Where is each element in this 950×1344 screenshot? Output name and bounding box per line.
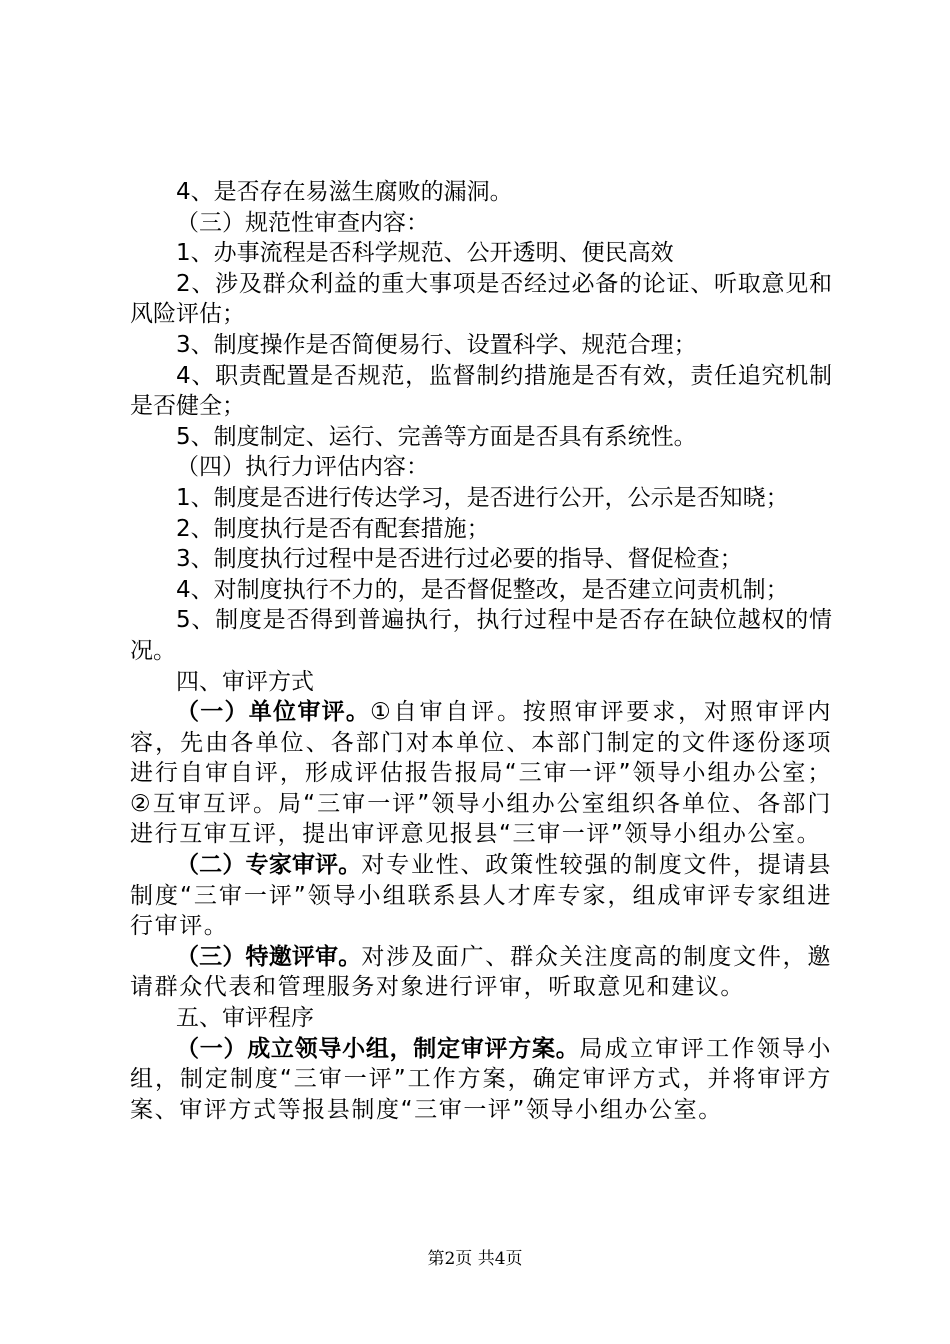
subsection-unit-review-heading: （一）单位审评。 (176, 699, 371, 726)
paragraph-3: 1、办事流程是否科学规范、公开透明、便民高效 (176, 240, 674, 267)
page-number-footer: 第2页 共4页 (427, 1249, 523, 1269)
paragraph-11: 3、制度执行过程中是否进行过必要的指导、督促检查； (176, 546, 743, 573)
subsection-invited-review-body: 对涉及面广、群众关注度高的制度文件，邀请群众代表和管理服务对象进行评审，听取意见和建议。 (130, 943, 833, 1001)
paragraph-10: 2、制度执行是否有配套措施； (176, 515, 490, 542)
subsection-expert-review-body: 对专业性、政策性较强的制度文件，提请县制度“三审一评”领导小组联系县人才库专家，组成审评专家组进行审评。 (130, 852, 833, 940)
section-heading-5: 五、审评程序 (176, 1005, 314, 1032)
subsection-expert-review (130, 850, 832, 942)
subsection-leading-group-body: 局成立审评工作领导小组，制定制度“三审一评”工作方案，确定审评方式，并将审评方案、审评方式等报县制度“三审一评”领导小组办公室。 (130, 1035, 833, 1123)
paragraph-8: （四）执行力评估内容： (176, 454, 429, 481)
subsection-invited-review (130, 942, 832, 1003)
paragraph-12: 4、对制度执行不力的，是否督促整改，是否建立问责机制； (176, 576, 789, 603)
subsection-invited-review-heading: （三）特邀评审。 (176, 943, 362, 970)
paragraph-4: 2、涉及群众利益的重大事项是否经过必备的论证、听取意见和风险评估； (130, 270, 832, 328)
subsection-unit-review (130, 697, 832, 850)
paragraph-13: 5、制度是否得到普遍执行，执行过程中是否存在缺位越权的情况。 (130, 607, 832, 664)
document-body (130, 177, 832, 1125)
subsection-leading-group-heading: （一）成立领导小组，制定审评方案。 (176, 1035, 580, 1062)
paragraph-5: 3、制度操作是否简便易行、设置科学、规范合理； (176, 331, 697, 358)
paragraph-7: 5、制度制定、运行、完善等方面是否具有系统性。 (176, 423, 697, 450)
paragraph-2: （三）规范性审查内容： (176, 209, 429, 236)
paragraph-9: 1、制度是否进行传达学习，是否进行公开，公示是否知晓； (176, 484, 789, 511)
subsection-leading-group (130, 1034, 832, 1126)
subsection-unit-review-body: ①自审自评。按照审评要求，对照审评内容，先由各单位、各部门对本单位、本部门制定的文件逐份逐项进行自审自评，形成评估报告报局“三审一评”领导小组办公室；②互审互评。局“三审一评”领导小组办公室组织各单位、各部门进行互审互评，提出审评意见报县“三审一评”领导小组办公室。 (130, 699, 833, 848)
section-heading-4: 四、审评方式 (176, 668, 314, 695)
paragraph-1: 4、是否存在易滋生腐败的漏洞。 (176, 179, 513, 205)
paragraph-6: 4、职责配置是否规范，监督制约措施是否有效，责任追究机制是否健全； (130, 362, 832, 420)
subsection-expert-review-heading: （二）专家审评。 (176, 852, 362, 879)
